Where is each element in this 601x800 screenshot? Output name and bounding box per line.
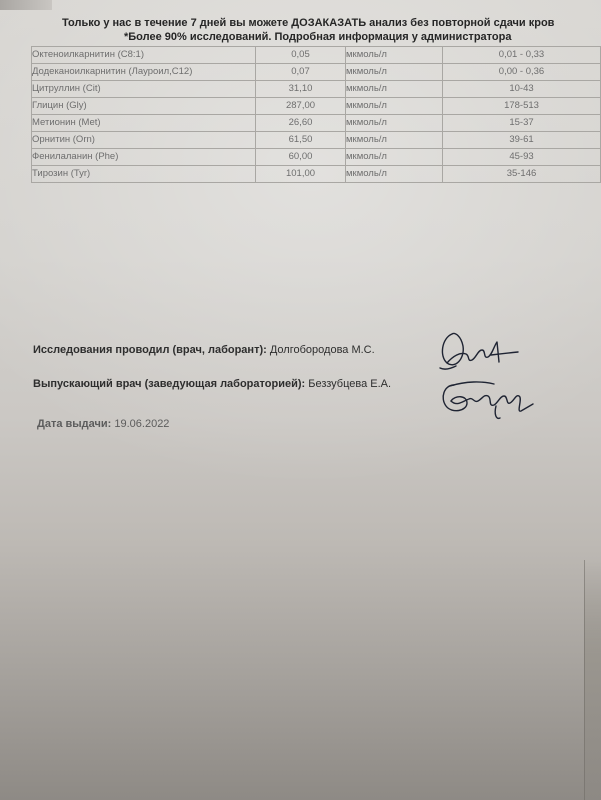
reference-range: 0,01 - 0,33: [443, 47, 601, 64]
corner-shadow: [0, 0, 52, 10]
analyte-name: Додеканоилкарнитин (Лауроил,C12): [32, 64, 256, 81]
result-value: 31,10: [256, 81, 346, 98]
table-row: [32, 81, 601, 98]
result-value: 26,60: [256, 115, 346, 132]
results-table: [31, 46, 601, 183]
underlying-sheet-edge: [584, 560, 601, 800]
analyte-name: Фенилаланин (Phe): [32, 149, 256, 166]
result-value: 0,07: [256, 64, 346, 81]
performer-name: Долгобородова М.С.: [269, 344, 375, 356]
analyte-name: Цитруллин (Cit): [32, 81, 256, 98]
result-value: 101,00: [256, 166, 346, 183]
result-unit: мкмоль/л: [346, 98, 443, 115]
reference-range: 35-146: [443, 166, 601, 183]
head-line: [33, 377, 391, 391]
reference-range: 10-43: [443, 81, 601, 98]
result-unit: мкмоль/л: [346, 115, 443, 132]
result-value: 0,05: [256, 47, 346, 64]
reference-range: 0,00 - 0,36: [443, 64, 601, 81]
reference-range: 15-37: [443, 115, 601, 132]
reference-range: 45-93: [443, 149, 601, 166]
analyte-name: Октеноилкарнитин (C8:1): [32, 47, 256, 64]
head-name: Беззубцева Е.А.: [308, 378, 392, 390]
notice-line-2: *Более 90% исследований. Подробная информация у администратора: [124, 31, 512, 43]
notice-line-1: Только у нас в течение 7 дней вы можете ДОЗАКАЗАТЬ анализ без повторной сдачи кров: [62, 17, 555, 29]
head-label: Выпускающий врач (заведующая лабораторией):: [33, 378, 306, 390]
issue-date-value: 19.06.2022: [114, 418, 170, 430]
table-row: [32, 98, 601, 115]
reference-range: 39-61: [443, 132, 601, 149]
table-row: [32, 115, 601, 132]
performer-label: Исследования проводил (врач, лаборант):: [33, 344, 267, 356]
table-row: [32, 132, 601, 149]
table-row: [32, 149, 601, 166]
issue-date-label: Дата выдачи:: [37, 418, 112, 430]
analyte-name: Глицин (Gly): [32, 98, 256, 115]
result-value: 287,00: [256, 98, 346, 115]
performer-signature: [436, 328, 528, 376]
analyte-name: Орнитин (Orn): [32, 132, 256, 149]
table-row: [32, 64, 601, 81]
reference-range: 178-513: [443, 98, 601, 115]
result-value: 60,00: [256, 149, 346, 166]
result-unit: мкмоль/л: [346, 47, 443, 64]
result-unit: мкмоль/л: [346, 166, 443, 183]
table-row: [32, 47, 601, 64]
result-unit: мкмоль/л: [346, 64, 443, 81]
analyte-name: Тирозин (Tyr): [32, 166, 256, 183]
performer-line: [33, 343, 375, 357]
analyte-name: Метионин (Met): [32, 115, 256, 132]
result-unit: мкмоль/л: [346, 81, 443, 98]
head-signature: [436, 376, 536, 424]
issue-date-line: [37, 417, 169, 431]
result-value: 61,50: [256, 132, 346, 149]
table-row: [32, 166, 601, 183]
result-unit: мкмоль/л: [346, 149, 443, 166]
result-unit: мкмоль/л: [346, 132, 443, 149]
